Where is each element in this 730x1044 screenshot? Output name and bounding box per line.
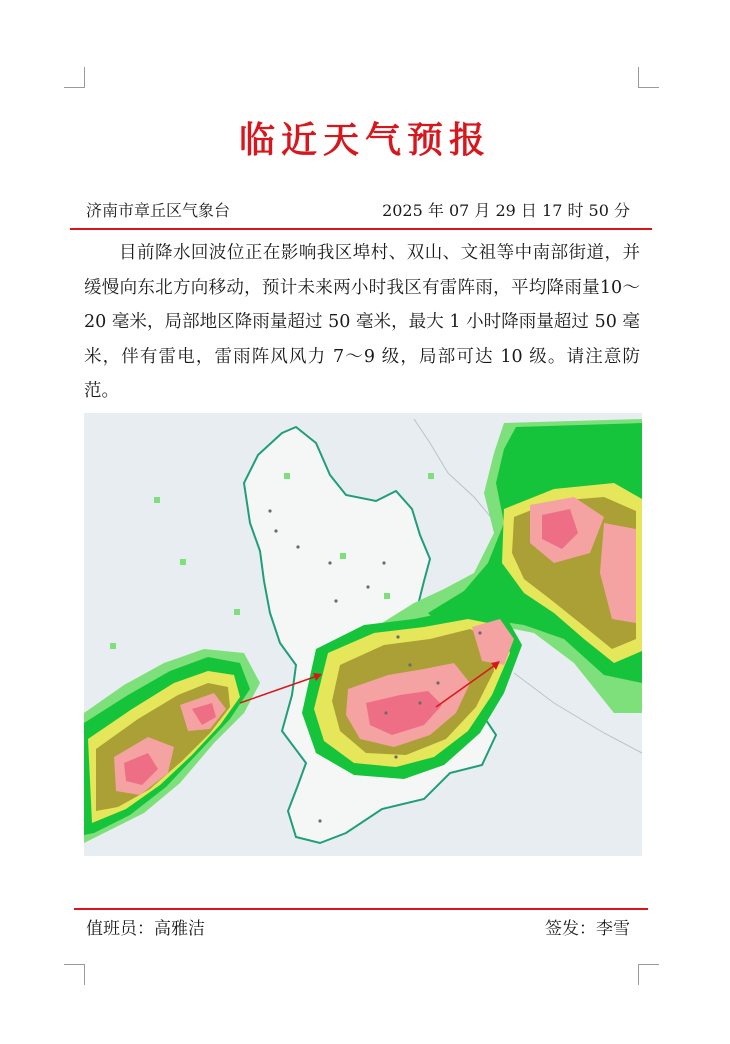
header-row: [86, 198, 630, 222]
corner-mark-top-right: [638, 67, 659, 88]
radar-map: [84, 413, 642, 856]
footer-rule: [74, 908, 648, 910]
corner-mark-top-left: [64, 67, 85, 88]
duty-officer: 值班员：高雅洁: [86, 919, 205, 939]
forecast-body: 目前降水回波位正在影响我区埠村、双山、文祖等中南部街道，并缓慢向东北方向移动，预计未来两小时我区有雷阵雨，平均降雨量10～20 毫米，局部地区降雨量超过 50 毫米，最大 1 小时降雨量超过 50 毫米，伴有雷电，雷雨阵风风力 7～9 级，局部可达 10 级。请注意防范。: [84, 243, 640, 401]
issue-datetime: 2025 年 07 月 29 日 17 时 50 分: [382, 201, 630, 220]
issuer: 济南市章丘区气象台: [86, 201, 231, 220]
page-title: 临近天气预报: [238, 119, 491, 161]
radar-map-graphic: [84, 413, 642, 856]
header-rule: [70, 228, 652, 230]
signer: 签发：李雪: [545, 919, 630, 939]
corner-mark-bottom-right: [638, 964, 659, 985]
corner-mark-bottom-left: [64, 964, 85, 985]
